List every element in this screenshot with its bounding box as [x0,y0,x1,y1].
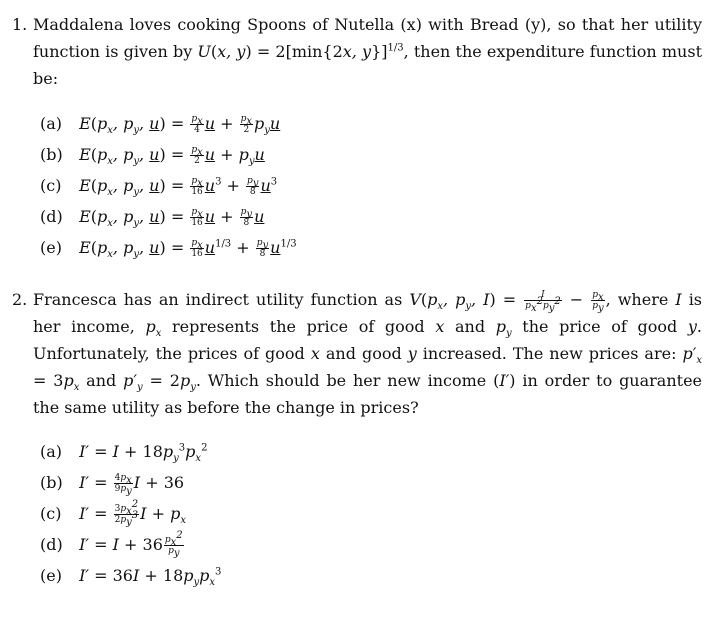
option-2a[interactable]: (a) $I' = I + 18p_y^3p_x^2$ [40,436,700,467]
option-1c[interactable]: (c) $E(p_x$, $p_y$, u) = $\frac{p_x}{16}$ $u^3$ + $\frac{p_y}{8}$ $u^3$ [40,170,700,201]
option-2e[interactable]: (e) $I' = 36I + 18p_yp_x^3$ [40,560,700,591]
option-1e[interactable]: (e) $E(p_x$, $p_y$, u) = $\frac{p_x}{16}$ $u^{1/3}$ + $\frac{p_y}{8}$ $u^{1/3}$ [40,232,700,263]
option-label: (c) [40,176,62,195]
question-2-options [40,436,700,591]
option-label: (e) [40,238,62,257]
option-label: (c) [40,504,62,523]
question-text: Maddalena loves cooking Spoons of Nutella (x) with Bread (y), so that her utility function is given by U(x, y) = 2[min{2x, y}]$^{1/3}$, then the expenditure function must be: [33,15,703,88]
option-2c[interactable]: (c) I′ = $\frac{3p_x^2}{2p_y^3}$ $I + p_x$ [40,499,186,528]
question-2 [12,286,702,421]
option-2d[interactable]: (d) I′ = I + 36 $\frac{p_x^2}{p_y}$ [40,530,183,559]
question-1 [12,11,702,92]
option-1a[interactable]: (a) $E(p_x$, $p_y$, u) = $\frac{p_x}{4}$ u + $\frac{p_x}{2}$ $p_yu$ [40,108,700,139]
question-text: Francesca has an indirect utility function as $V(p_x$, $p_y$, I) = $\frac{I}{p_x^2p_y^2}$ − $\frac{p_x}{p_y}$ , where I is her income, $p_x$ represents the price of good x and $p_y$ the price of good y. Unfortunately, the prices of good x and good y increased. The new prices are: $p'_x = 3p_x$ and $p'_y = 2p_y$. Which should be her new income (I′) in order to guarantee the same utility as before the change in prices? [33,290,703,417]
question-number: 1. [12,15,28,34]
option-label: (d) [40,535,63,554]
question-number: 2. [12,290,28,309]
option-2b[interactable]: (b) I′ = $\frac{4p_x}{9p_y}$ I + 36 [40,467,700,498]
option-label: (b) [40,473,63,492]
option-label: (e) [40,566,62,585]
question-1-options [40,108,700,263]
option-1d[interactable]: (d) $E(p_x$, $p_y$, u) = $\frac{p_x}{16}$ u + $\frac{p_y}{8}$ u [40,201,700,232]
option-label: (b) [40,145,63,164]
option-label: (a) [40,114,63,133]
utility-formula: U [197,42,211,61]
option-label: (a) [40,442,63,461]
option-label: (d) [40,207,63,226]
option-1b[interactable]: (b) $E(p_x$, $p_y$, u) = $\frac{p_x}{2}$ $u + p_yu$ [40,139,700,170]
